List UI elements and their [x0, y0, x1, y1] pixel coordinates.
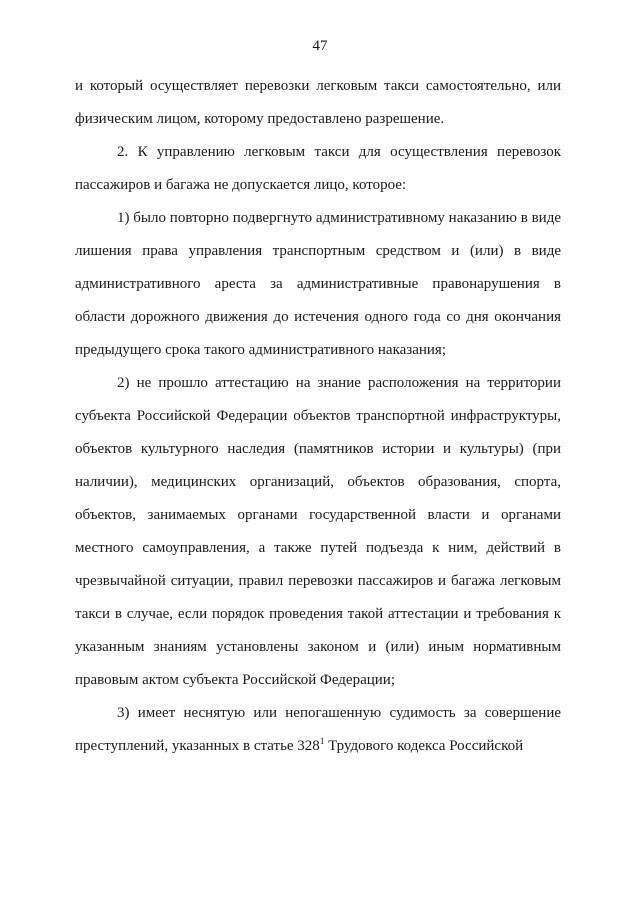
document-body: [75, 70, 561, 763]
page-number: 47: [312, 38, 328, 54]
paragraph-item-3-tail: Трудового кодекса Российской: [324, 738, 524, 754]
paragraph-continuation: и который осуществляет перевозки легковым такси самостоятельно, или физическим лицом, которому предоставлено разрешение.: [75, 78, 561, 127]
paragraph-item-2: 2) не прошло аттестацию на знание расположения на территории субъекта Российской Федерации объектов транспортной инфраструктуры, объектов культурного наследия (памятников истории и культуры) (при наличии), медицинских организаций, объектов образования, спорта, объектов, занимаемых органами государственной власти и органами местного самоуправления, а также путей подъезда к ним, действий в чрезвычайной ситуации, правил перевозки пассажиров и багажа легковым такси в случае, если порядок проведения такой аттестации и требования к указанным знаниям установлены законом и (или) иным нормативным правовым актом субъекта Российской Федерации;: [75, 375, 561, 688]
article-superscript: 1: [319, 736, 325, 746]
paragraph-item-3: [75, 697, 561, 763]
paragraph-clause-2: 2. К управлению легковым такси для осуществления перевозок пассажиров и багажа не допускается лицо, которое:: [75, 144, 561, 193]
paragraph-item-1: 1) было повторно подвергнуто административному наказанию в виде лишения права управления транспортным средством и (или) в виде административного ареста за административные правонарушения в области дорожного движения до истечения одного года со дня окончания предыдущего срока такого административного наказания;: [75, 210, 561, 358]
paragraph-item-3-text: 3) имеет неснятую или непогашенную судимость за совершение преступлений, указанных в статье 328: [75, 705, 561, 754]
